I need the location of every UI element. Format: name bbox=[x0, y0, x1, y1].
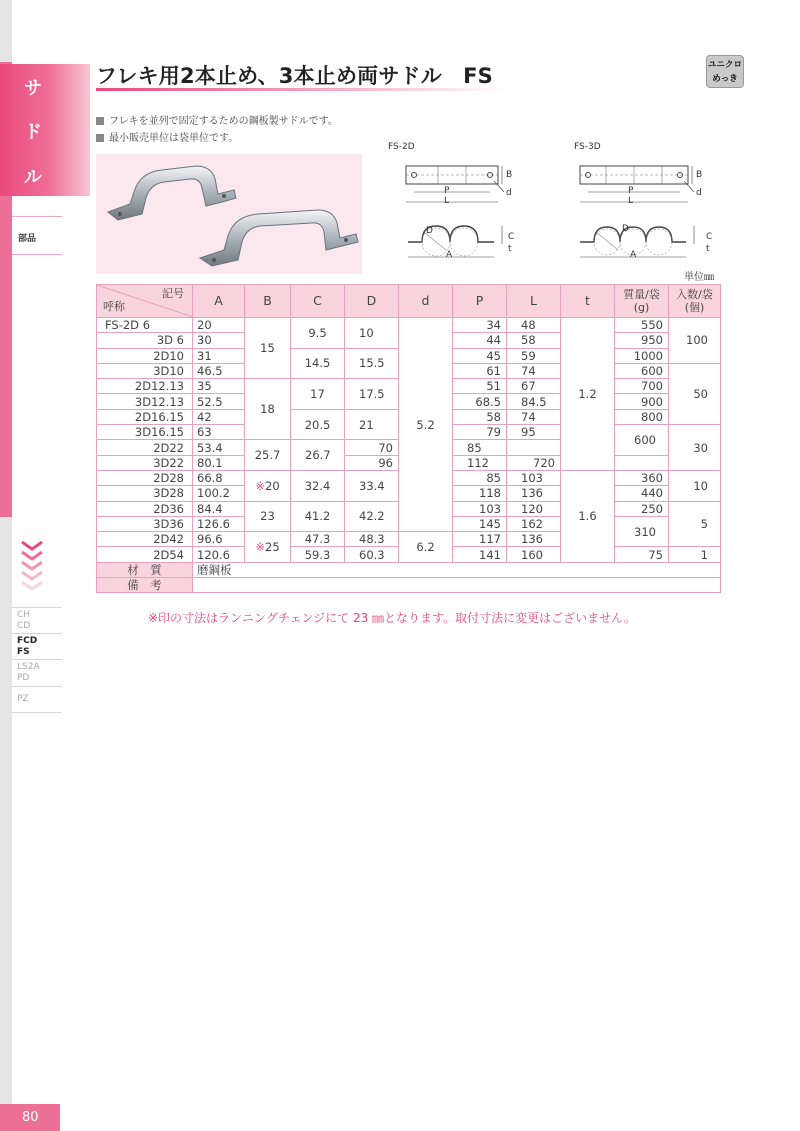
cell-name: 3D36 bbox=[97, 516, 193, 531]
cell-l: 84.5 bbox=[507, 394, 561, 409]
cell-c: 14.5 bbox=[291, 348, 345, 379]
cell-p: 79 bbox=[453, 425, 507, 440]
cell-d: 33.4 bbox=[345, 470, 399, 501]
nav-item-label: PD bbox=[17, 673, 30, 683]
section-tab-char: ル bbox=[24, 167, 42, 188]
nav-item-label: CH bbox=[17, 610, 31, 620]
square-bullet-icon bbox=[96, 117, 104, 125]
cell-a: 120.6 bbox=[193, 547, 245, 562]
cell-l: 136 bbox=[507, 532, 561, 547]
cell-qty: 1 bbox=[669, 547, 721, 562]
saddle-illustration bbox=[96, 154, 362, 274]
nav-item-label: CD bbox=[17, 621, 31, 631]
cell-p: 70 bbox=[345, 440, 399, 455]
dim-label-c: C bbox=[508, 232, 515, 242]
cell-d-small: 5.2 bbox=[399, 318, 453, 532]
header-mass: 質量/袋 (g) bbox=[615, 285, 669, 318]
cell-c: 47.3 bbox=[291, 532, 345, 547]
cell-a: 66.8 bbox=[193, 470, 245, 485]
cell-p: 103 bbox=[453, 501, 507, 516]
cell-p: 44 bbox=[453, 333, 507, 348]
cell-mass: 950 bbox=[615, 333, 669, 348]
nav-divider bbox=[12, 607, 62, 608]
nav-item-label: FS bbox=[17, 647, 30, 657]
header-c: C bbox=[291, 285, 345, 318]
cell-p: 118 bbox=[453, 486, 507, 501]
section-tab-char: ド bbox=[24, 122, 42, 143]
cell-d: 42.2 bbox=[345, 501, 399, 532]
material-row bbox=[97, 562, 721, 577]
title-underline bbox=[96, 88, 506, 91]
cell-p: 96 bbox=[345, 455, 399, 470]
cell-p: 45 bbox=[453, 348, 507, 363]
cell-a: 96.6 bbox=[193, 532, 245, 547]
dim-label-l: L bbox=[628, 196, 634, 206]
cell-c: 17 bbox=[291, 379, 345, 410]
cell-d: 10 bbox=[345, 318, 399, 349]
cell-mass: 440 bbox=[615, 486, 669, 501]
cell-l: 136 bbox=[507, 486, 561, 501]
fs-3d-drawing bbox=[574, 156, 704, 266]
dim-label-l: L bbox=[444, 196, 450, 206]
cell-name: 2D42 bbox=[97, 532, 193, 547]
unit-label: 単位㎜ bbox=[684, 272, 714, 283]
dim-label-p: P bbox=[628, 186, 634, 196]
nav-item-label: FCD bbox=[17, 636, 38, 646]
fs-2d-drawing bbox=[398, 156, 518, 266]
dim-label-c: C bbox=[706, 232, 713, 242]
note-mark: ※ bbox=[255, 539, 265, 554]
cell-qty: 5 bbox=[669, 501, 721, 547]
cell-d: 48.3 bbox=[345, 532, 399, 547]
header-symbol-label: 記号 bbox=[162, 287, 184, 300]
cell-a: 100.2 bbox=[193, 486, 245, 501]
cell-l: 58 bbox=[507, 333, 561, 348]
cell-a: 30 bbox=[193, 333, 245, 348]
cell-l: 120 bbox=[507, 501, 561, 516]
cell-l: 67 bbox=[507, 379, 561, 394]
nav-divider bbox=[12, 633, 62, 634]
cell-name: 2D36 bbox=[97, 501, 193, 516]
dim-label-d: D bbox=[622, 224, 629, 234]
cell-a: 35 bbox=[193, 379, 245, 394]
diagram-label-fs-3d: FS-3D bbox=[574, 142, 601, 152]
cell-l: 162 bbox=[507, 516, 561, 531]
header-p: P bbox=[453, 285, 507, 318]
header-d: D bbox=[345, 285, 399, 318]
cell-name: 2D22 bbox=[97, 440, 193, 455]
header-l: L bbox=[507, 285, 561, 318]
header-qty: 入数/袋 (個) bbox=[669, 285, 721, 318]
chevron-down-icon bbox=[20, 540, 44, 590]
cell-p: 34 bbox=[453, 318, 507, 333]
cell-c: 41.2 bbox=[291, 501, 345, 532]
bullet-item bbox=[96, 112, 338, 127]
bullet-item bbox=[96, 129, 238, 144]
cell-name: 2D10 bbox=[97, 348, 193, 363]
cell-mass: 700 bbox=[615, 379, 669, 394]
finish-badge-line: めっき bbox=[712, 74, 738, 84]
cell-mass: 900 bbox=[615, 394, 669, 409]
dim-label-d: D bbox=[426, 226, 433, 236]
cell-p: 51 bbox=[453, 379, 507, 394]
header-name-label: 呼称 bbox=[103, 300, 125, 313]
cell-name: 2D28 bbox=[97, 470, 193, 485]
cell-qty: 30 bbox=[669, 425, 721, 471]
finish-badge-line: ユニクロ bbox=[707, 60, 742, 70]
cell-b: 25 bbox=[265, 539, 280, 554]
side-category-label: 部品 bbox=[18, 234, 37, 244]
section-tab[interactable] bbox=[0, 64, 90, 196]
cell-a: 84.4 bbox=[193, 501, 245, 516]
note-mark: ※ bbox=[255, 478, 265, 493]
cell-a: 20 bbox=[193, 318, 245, 333]
cell-a: 52.5 bbox=[193, 394, 245, 409]
cell-name: 2D54 bbox=[97, 547, 193, 562]
cell-l: 103 bbox=[507, 470, 561, 485]
finish-badge bbox=[706, 55, 744, 88]
dim-label-d-small: d bbox=[696, 188, 702, 198]
bullet-text: 最小販売単位は袋単位です。 bbox=[109, 133, 239, 144]
side-divider bbox=[12, 254, 62, 255]
cell-mass: 360 bbox=[615, 470, 669, 485]
cell-qty: 10 bbox=[669, 470, 721, 501]
section-tab-char: サ bbox=[24, 78, 42, 99]
cell-name: 2D12.13 bbox=[97, 379, 193, 394]
cell-b: 20 bbox=[265, 478, 280, 493]
cell-l: 160 bbox=[507, 547, 561, 562]
cell-p: 145 bbox=[453, 516, 507, 531]
footnote: ※印の寸法はランニングチェンジにて 23 ㎜となります。取付寸法に変更はございません。 bbox=[148, 611, 636, 625]
cell-a: 46.5 bbox=[193, 363, 245, 378]
cell-l: 74 bbox=[507, 363, 561, 378]
cell-d: 15.5 bbox=[345, 348, 399, 379]
nav-item-ls2a-pd[interactable] bbox=[17, 662, 40, 684]
cell-c: 59.3 bbox=[291, 547, 345, 562]
cell-p: 58 bbox=[453, 409, 507, 424]
nav-divider bbox=[12, 712, 62, 713]
material-label: 材 質 bbox=[97, 562, 193, 577]
cell-l: 85 bbox=[453, 440, 507, 455]
dim-label-t: t bbox=[508, 244, 512, 254]
side-divider bbox=[12, 216, 62, 217]
cell-b: 18 bbox=[245, 379, 291, 440]
cell-name: 3D 6 bbox=[97, 333, 193, 348]
remarks-label: 備 考 bbox=[97, 578, 193, 593]
cell-c: 20.5 bbox=[291, 409, 345, 440]
dim-label-p: P bbox=[444, 186, 450, 196]
header-a: A bbox=[193, 285, 245, 318]
cell-b: 15 bbox=[245, 318, 291, 379]
nav-divider bbox=[12, 686, 62, 687]
header-corner-cell bbox=[97, 285, 193, 318]
square-bullet-icon bbox=[96, 134, 104, 142]
bullet-text: フレキを並列で固定するための鋼板製サドルです。 bbox=[109, 116, 338, 127]
cell-a: 42 bbox=[193, 409, 245, 424]
cell-name: 3D10 bbox=[97, 363, 193, 378]
cell-d: 21 bbox=[345, 409, 399, 440]
cell-l: 74 bbox=[507, 409, 561, 424]
cell-a: 63 bbox=[193, 425, 245, 440]
cell-c: 32.4 bbox=[291, 470, 345, 501]
page-title: フレキ用2本止め、3本止め両サドル FS bbox=[96, 64, 494, 88]
cell-name: 3D12.13 bbox=[97, 394, 193, 409]
cell-d: 26.7 bbox=[291, 440, 345, 471]
cell-l: 59 bbox=[507, 348, 561, 363]
cell-l: 48 bbox=[507, 318, 561, 333]
cell-b: 23 bbox=[245, 501, 291, 532]
cell-p: 141 bbox=[453, 547, 507, 562]
cell-mass: 75 bbox=[615, 547, 669, 562]
table-header-row bbox=[97, 285, 721, 318]
page-number: 80 bbox=[0, 1104, 60, 1131]
cell-mass: 800 bbox=[615, 409, 669, 424]
cell-l: 95 bbox=[507, 425, 561, 440]
cell-qty: 50 bbox=[669, 363, 721, 424]
cell-a: 80.1 bbox=[193, 455, 245, 470]
cell-mass: 310 bbox=[615, 516, 669, 547]
cell-mass: 600 bbox=[615, 425, 669, 456]
cell-a: 126.6 bbox=[193, 516, 245, 531]
cell-name: 2D16.15 bbox=[97, 409, 193, 424]
table-row bbox=[97, 318, 721, 333]
cell-b-marked bbox=[245, 470, 291, 501]
cell-c: 25.7 bbox=[245, 440, 291, 471]
material-value: 磨鋼板 bbox=[193, 562, 721, 577]
cell-name: 3D22 bbox=[97, 455, 193, 470]
product-photo bbox=[96, 154, 362, 274]
cell-p: 85 bbox=[453, 470, 507, 485]
remarks-row bbox=[97, 578, 721, 593]
cell-qty: 100 bbox=[669, 318, 721, 364]
nav-item-pz[interactable] bbox=[17, 694, 29, 705]
dim-label-b: B bbox=[506, 170, 513, 180]
cell-d: 17.5 bbox=[345, 379, 399, 410]
cell-mass: 250 bbox=[615, 501, 669, 516]
cell-l: 112 bbox=[453, 455, 507, 470]
dim-label-b: B bbox=[696, 170, 703, 180]
cell-name: 3D28 bbox=[97, 486, 193, 501]
dim-label-a: A bbox=[446, 250, 453, 260]
cell-mass: 550 bbox=[615, 318, 669, 333]
cell-a: 53.4 bbox=[193, 440, 245, 455]
cell-mass: 600 bbox=[615, 363, 669, 378]
dim-label-a: A bbox=[630, 250, 637, 260]
cell-p: 68.5 bbox=[453, 394, 507, 409]
diagram-label-fs-2d: FS-2D bbox=[388, 142, 415, 152]
cell-d-small: 6.2 bbox=[399, 532, 453, 563]
header-t: t bbox=[561, 285, 615, 318]
cell-t: 1.2 bbox=[561, 318, 615, 471]
header-d-small: d bbox=[399, 285, 453, 318]
nav-item-ch-cd[interactable] bbox=[17, 610, 30, 632]
cell-name: FS-2D 6 bbox=[97, 318, 193, 333]
cell-p: 61 bbox=[453, 363, 507, 378]
cell-a: 31 bbox=[193, 348, 245, 363]
nav-item-label: LS2A bbox=[17, 662, 40, 672]
cell-c: 9.5 bbox=[291, 318, 345, 349]
nav-divider bbox=[12, 659, 62, 660]
nav-item-label: PZ bbox=[17, 694, 29, 704]
spec-table bbox=[96, 284, 721, 593]
cell-d: 60.3 bbox=[345, 547, 399, 562]
cell-t: 1.6 bbox=[561, 470, 615, 562]
cell-b-marked bbox=[245, 532, 291, 563]
dim-label-t: t bbox=[706, 244, 710, 254]
remarks-value bbox=[193, 578, 721, 593]
cell-mass: 720 bbox=[507, 455, 561, 470]
dim-label-d-small: d bbox=[506, 188, 512, 198]
header-b: B bbox=[245, 285, 291, 318]
cell-mass: 1000 bbox=[615, 348, 669, 363]
cell-name: 3D16.15 bbox=[97, 425, 193, 440]
nav-item-fcd-fs[interactable] bbox=[17, 636, 37, 658]
cell-p: 117 bbox=[453, 532, 507, 547]
